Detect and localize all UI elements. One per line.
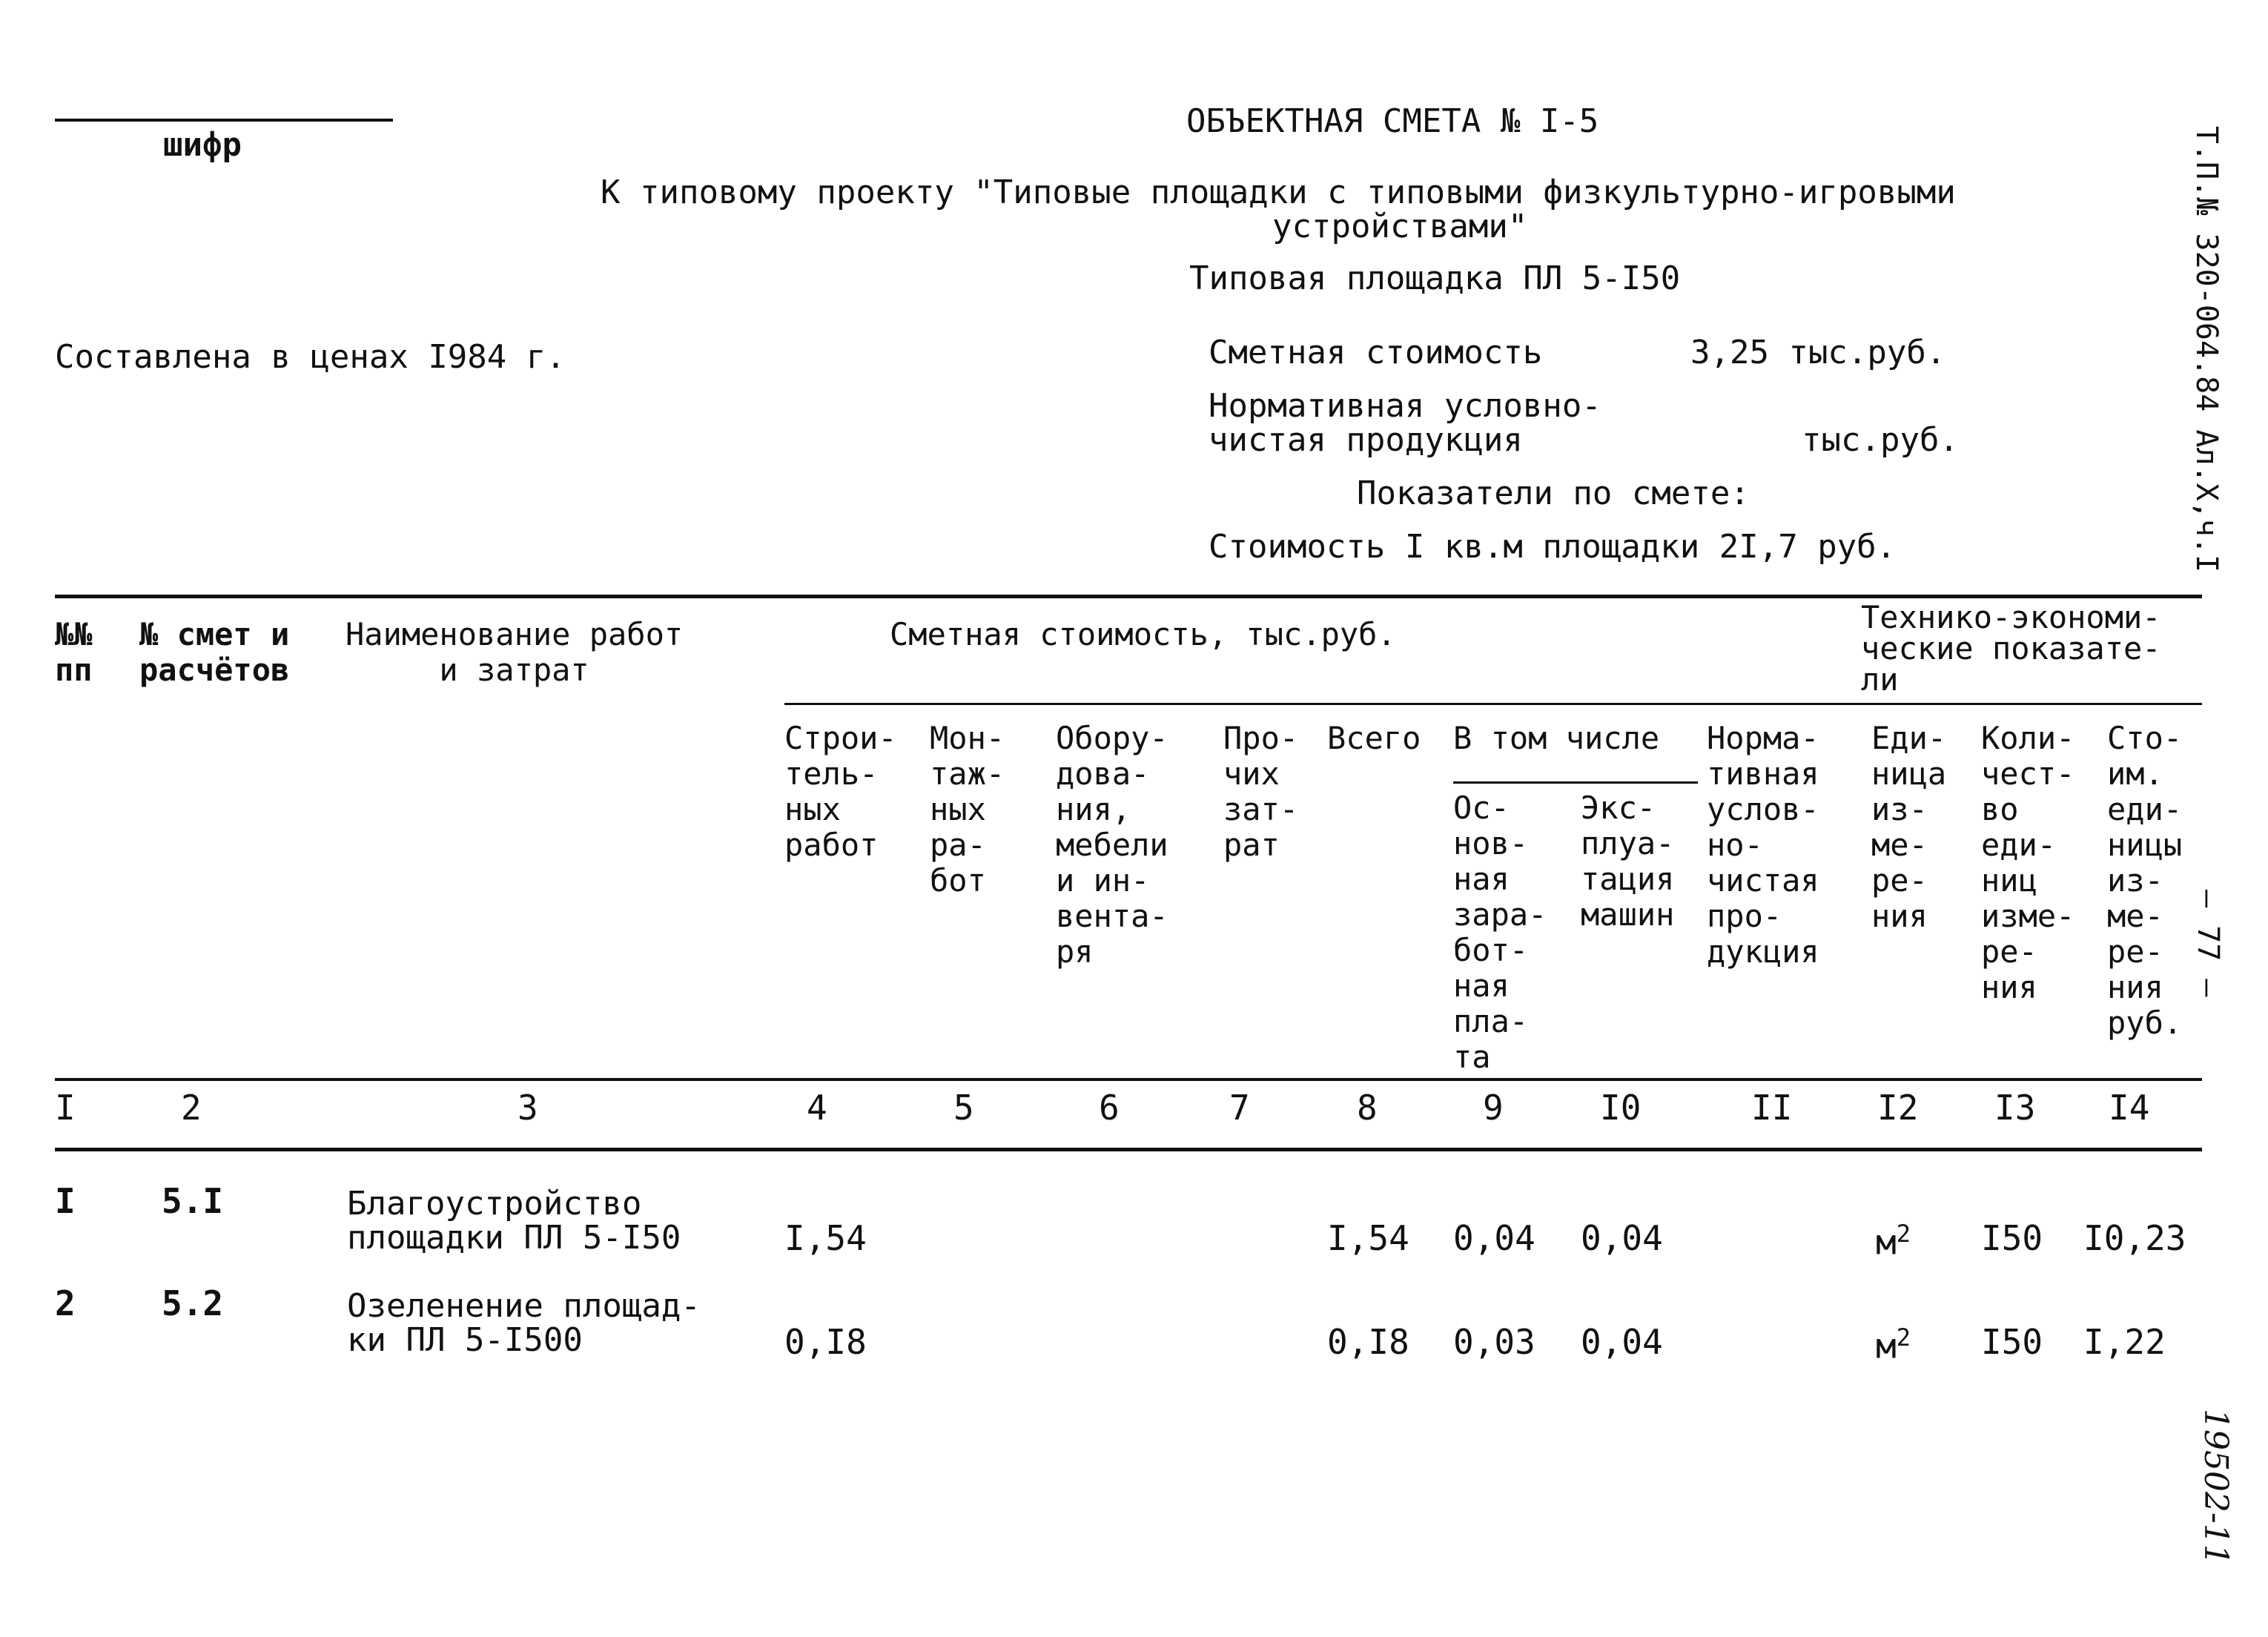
col-numbers-bottom-rule — [55, 1148, 2202, 1151]
col-number-12: I2 — [1877, 1088, 1919, 1128]
prices-year: Составлена в ценах I984 г. — [55, 338, 566, 376]
normative-label-1: Нормативная условно- — [1209, 387, 1601, 425]
row2-machines: 0,04 — [1581, 1322, 1663, 1362]
row2-name-1: Озеленение площад- — [347, 1287, 701, 1325]
header-col-13: Коли- чест- во еди- ниц изме- ре- ния — [1981, 720, 2075, 1005]
header-tech-group: Технико-экономи- ческие показате- ли — [1861, 599, 2161, 698]
row1-unit-sup: 2 — [1896, 1220, 1911, 1248]
side-code: Т.П.№ 320-064.84 Ал.X,ч.I — [2189, 126, 2224, 573]
indicators-label: Показатели по смете: — [1357, 474, 1750, 512]
row1-name-1: Благоустройство — [347, 1185, 642, 1223]
row1-total: I,54 — [1327, 1218, 1409, 1258]
header-incl: В том числе — [1453, 720, 1660, 756]
header-name: Наименование работ и затрат — [346, 616, 684, 688]
row1-machines: 0,04 — [1581, 1218, 1663, 1258]
header-col-10: Экс- плуа- тация машин — [1581, 790, 1675, 933]
header-cost-group: Сметная стоимость, тыс.руб. — [890, 616, 1396, 652]
normative-unit: тыс.руб. — [1802, 421, 1959, 459]
row2-num: 2 — [55, 1283, 76, 1323]
header-estimates: № смет и расчётов — [139, 616, 290, 688]
row1-wage: 0,04 — [1453, 1218, 1535, 1258]
row1-unit-cost: I0,23 — [2083, 1218, 2186, 1258]
col-number-14: I4 — [2109, 1088, 2150, 1128]
cost-group-rule — [784, 703, 1861, 705]
header-col-11: Норма- тивная услов- но- чистая про- дукция — [1707, 720, 1819, 970]
row1-build: I,54 — [784, 1218, 867, 1258]
row2-unit — [1876, 1320, 1911, 1366]
col-number-6: 6 — [1099, 1088, 1120, 1128]
row1-qty: I50 — [1981, 1218, 2043, 1258]
cipher-label: шифр — [163, 126, 242, 164]
row2-total: 0,I8 — [1327, 1322, 1409, 1362]
cipher-rule — [55, 119, 393, 122]
project-line-2: устройствами" — [1272, 208, 1528, 245]
estimate-cost-label: Сметная стоимость — [1209, 334, 1543, 371]
col-number-13: I3 — [1994, 1088, 2036, 1128]
row1-unit — [1876, 1216, 1911, 1263]
site-name: Типовая площадка ПЛ 5-I50 — [1189, 259, 1681, 297]
col-number-3: 3 — [518, 1088, 538, 1128]
row2-qty: I50 — [1981, 1322, 2043, 1362]
header-col-14: Сто- им. еди- ницы из- ме- ре- ния руб. — [2107, 720, 2183, 1041]
side-inventory-number: 19502-11 — [2197, 1409, 2235, 1565]
header-col-4: Строи- тель- ных работ — [784, 720, 897, 863]
col-number-5: 5 — [953, 1088, 974, 1128]
row2-wage: 0,03 — [1453, 1322, 1535, 1362]
header-col-7: Про- чих зат- рат — [1223, 720, 1299, 863]
col-number-7: 7 — [1229, 1088, 1250, 1128]
header-bottom-rule — [55, 1078, 2202, 1081]
header-col-8: Всего — [1327, 720, 1421, 756]
col-number-1: I — [55, 1088, 76, 1128]
col-number-11: II — [1751, 1088, 1793, 1128]
row2-unit-base: м — [1876, 1326, 1897, 1366]
row2-name-2: ки ПЛ 5-I500 — [347, 1321, 583, 1359]
tech-group-rule — [1861, 703, 2202, 705]
document-title: ОБЪЕКТНАЯ СМЕТА № I-5 — [1186, 102, 1599, 140]
row2-estimate: 5.2 — [162, 1283, 224, 1323]
incl-rule — [1453, 781, 1698, 784]
header-col-12: Еди- ница из- ме- ре- ния — [1871, 720, 1947, 934]
estimate-cost-value: 3,25 тыс.руб. — [1690, 334, 1946, 371]
col-number-4: 4 — [807, 1088, 827, 1128]
row1-estimate: 5.I — [162, 1181, 224, 1221]
header-col-5: Мон- таж- ных ра- бот — [930, 720, 1005, 899]
col-number-8: 8 — [1357, 1088, 1378, 1128]
unit-cost-line: Стоимость I кв.м площадки 2I,7 руб. — [1209, 528, 1897, 566]
side-page-number: — 77 — — [2191, 890, 2225, 997]
row2-build: 0,I8 — [784, 1322, 867, 1362]
table-top-rule — [55, 595, 2202, 598]
col-number-2: 2 — [181, 1088, 202, 1128]
header-col-6: Обору- дова- ния, мебели и ин- вента- ря — [1056, 720, 1168, 970]
header-num: №№ пп — [55, 616, 93, 688]
row2-unit-cost: I,22 — [2083, 1322, 2166, 1362]
normative-label-2: чистая продукция — [1209, 421, 1523, 459]
row1-unit-base: м — [1876, 1222, 1897, 1263]
row1-num: I — [55, 1181, 76, 1221]
col-number-10: I0 — [1600, 1088, 1642, 1128]
row2-unit-sup: 2 — [1896, 1323, 1911, 1352]
col-number-9: 9 — [1483, 1088, 1504, 1128]
header-col-9: Ос- нов- ная зара- бот- ная пла- та — [1453, 790, 1547, 1075]
project-line-1: К типовому проекту "Типовые площадки с типовыми физкультурно-игровыми — [601, 173, 1956, 211]
row1-name-2: площадки ПЛ 5-I50 — [347, 1219, 681, 1257]
